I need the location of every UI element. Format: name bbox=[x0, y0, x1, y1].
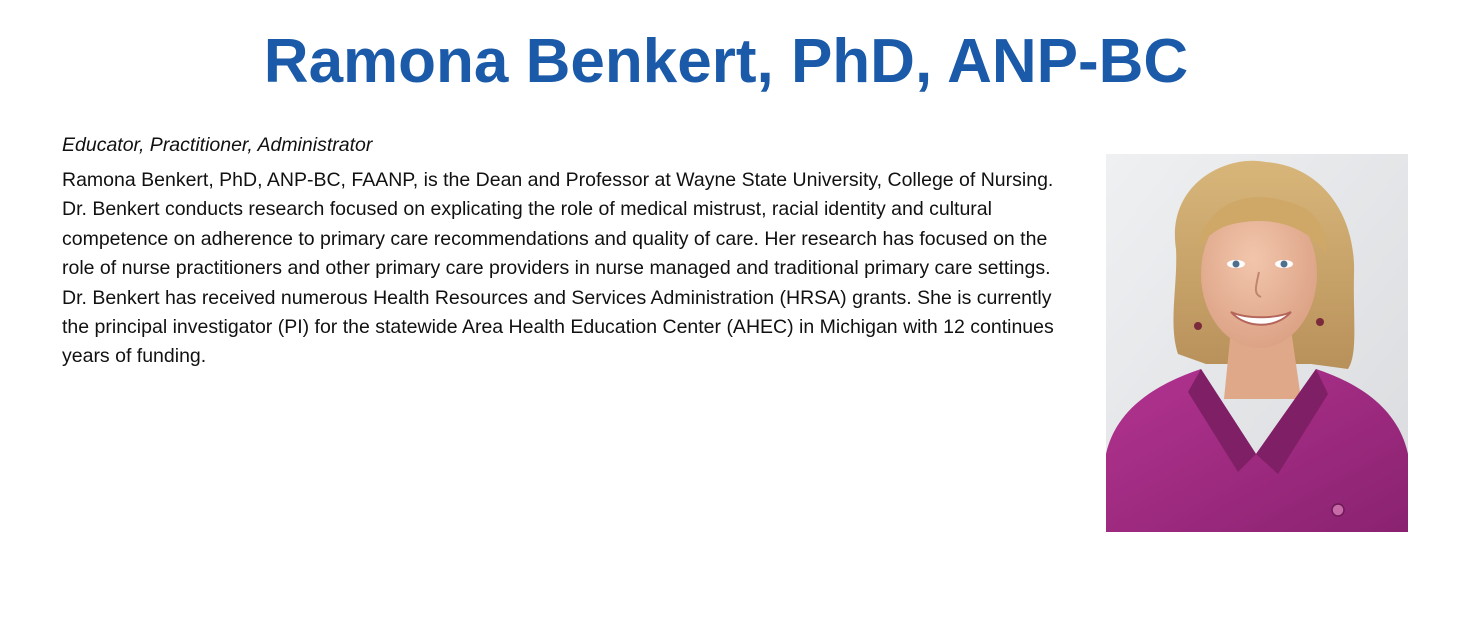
bio-paragraph: Ramona Benkert, PhD, ANP-BC, FAANP, is the Dean and Professor at Wayne State University, College of Nursing. Dr. Benkert conducts research focused on explicating the role of medical mistrust, racial identity and cultural competence on adherence to primary care recommendations and quality of care. Her research has focused on the role of nurse practitioners and other primary care providers in nurse managed and traditional primary care settings. Dr. Benkert has received numerous Health Resources and Services Administration (HRSA) grants. She is currently the principal investigator (PI) for the statewide Area Health Education Center (AHEC) in Michigan with 12 continues years of funding. bbox=[62, 169, 1054, 368]
right-earring bbox=[1316, 318, 1324, 326]
left-earring bbox=[1194, 322, 1202, 330]
slide-title: Ramona Benkert, PhD, ANP-BC bbox=[263, 27, 1189, 96]
portrait-illustration bbox=[1106, 154, 1408, 532]
jacket-button bbox=[1332, 504, 1344, 516]
slide-subtitle: Educator, Practitioner, Administrator bbox=[62, 134, 373, 156]
portrait-photo bbox=[1106, 154, 1408, 532]
right-iris bbox=[1281, 261, 1288, 268]
left-iris bbox=[1233, 261, 1240, 268]
